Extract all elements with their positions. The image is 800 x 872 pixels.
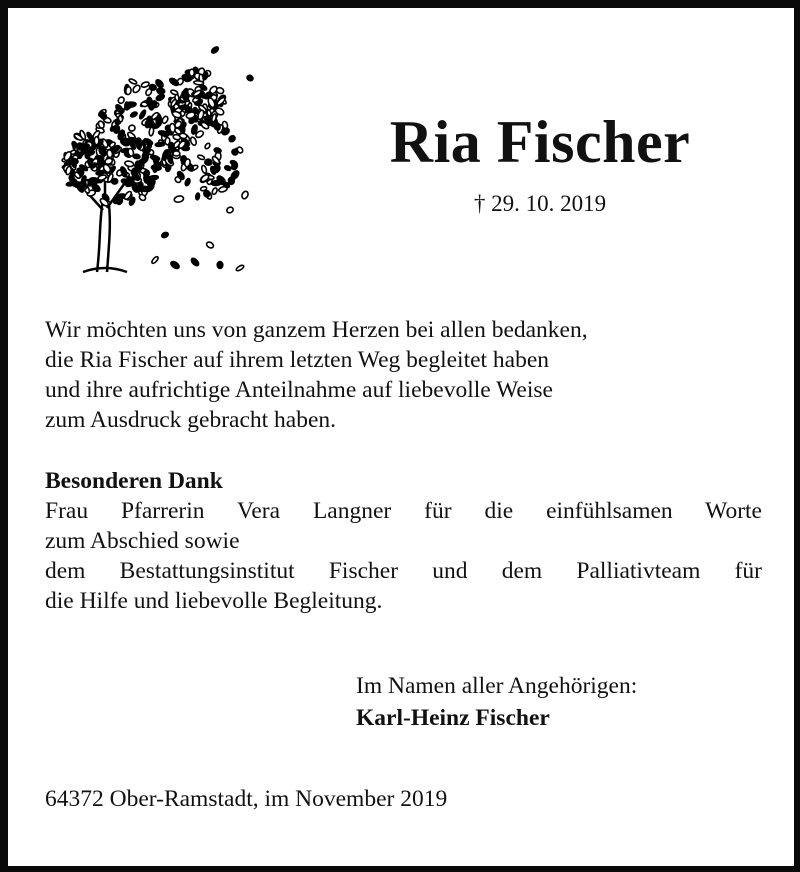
leaf-mark <box>94 137 99 145</box>
leaf-mark <box>226 206 234 214</box>
leaf-mark <box>130 111 138 118</box>
text-line: die Ria Fischer auf ihrem letzten Weg begleitet haben <box>45 347 550 373</box>
text-line: zum Ausdruck gebracht haben. <box>45 407 337 433</box>
leaf-mark <box>246 74 254 81</box>
leaf-mark <box>151 256 159 265</box>
leaf-mark <box>211 181 221 186</box>
leaf-mark <box>150 179 155 186</box>
leaf-mark <box>132 84 142 94</box>
leaf-mark <box>156 88 165 95</box>
leaf-mark <box>85 152 90 159</box>
leaf-mark <box>173 151 180 156</box>
text-line: und ihre aufrichtige Anteilnahme auf liebevolle Weise <box>45 377 553 403</box>
leaf-mark <box>179 133 187 140</box>
leaf-mark <box>235 264 244 272</box>
leaf-mark <box>141 102 148 107</box>
text-line: die Hilfe und liebevolle Begleitung. <box>45 588 383 614</box>
leaf-mark <box>127 137 137 142</box>
signature-intro: Im Namen aller Angehörigen: <box>356 673 638 699</box>
leaf-mark <box>118 115 123 122</box>
leaf-mark <box>161 232 169 239</box>
text-line: Frau Pfarrerin Vera Langner für die einfühlsamen Worte <box>45 498 762 524</box>
leaf-mark <box>179 105 188 110</box>
leaf-mark <box>201 165 207 174</box>
text-line: Wir möchten uns von ganzem Herzen bei allen bedanken, <box>45 317 588 343</box>
leaf-mark <box>230 170 240 181</box>
special-thanks-heading: Besonderen Dank <box>45 468 223 494</box>
leaf-mark <box>189 69 194 76</box>
leaf-mark <box>128 125 135 132</box>
signature-block <box>356 670 637 734</box>
text-line: zum Abschied sowie <box>45 528 240 554</box>
signature-name: Karl-Heinz Fischer <box>356 705 550 731</box>
leaf-mark <box>128 78 137 85</box>
leaf-mark <box>183 94 189 101</box>
leaf-mark <box>170 260 181 270</box>
leaf-mark <box>126 102 137 108</box>
leaf-mark <box>241 190 250 199</box>
thanks-paragraph <box>45 315 762 435</box>
leaf-mark <box>139 109 147 119</box>
leaf-mark <box>142 186 149 192</box>
leaf-mark <box>230 160 238 166</box>
tree-illustration-icon <box>45 40 265 280</box>
leaf-mark <box>125 87 131 95</box>
leaf-mark <box>217 262 223 269</box>
leaf-mark <box>200 186 207 191</box>
leaf-mark <box>190 136 198 146</box>
deceased-name: Ria Fischer <box>389 109 691 175</box>
leaf-mark <box>153 163 158 172</box>
leaf-mark <box>150 155 160 162</box>
death-date: † 29. 10. 2019 <box>473 191 607 216</box>
leaf-mark <box>190 257 200 267</box>
leaf-mark <box>211 46 220 54</box>
leaf-mark <box>184 178 191 186</box>
leaf-mark <box>156 118 162 125</box>
leaf-mark <box>214 147 222 153</box>
place-and-date: 64372 Ober-Ramstadt, im November 2019 <box>45 786 448 812</box>
leaf-mark <box>224 165 231 171</box>
leaf-mark <box>169 77 180 87</box>
leaf-mark <box>106 149 113 158</box>
leaf-mark <box>124 160 134 167</box>
leaf-mark <box>205 241 214 249</box>
leaf-mark <box>155 142 164 147</box>
leaf-mark <box>228 135 236 143</box>
leaf-mark <box>145 88 153 97</box>
special-thanks-section <box>45 466 762 616</box>
leaf-mark <box>195 193 200 200</box>
leaf-mark <box>117 96 125 104</box>
leaf-mark <box>204 142 211 149</box>
leaf-mark <box>174 195 185 203</box>
leaf-mark <box>211 187 218 195</box>
text-line: dem Bestattungsinstitut Fischer und dem Palliativteam für <box>45 558 762 584</box>
leaf-mark <box>141 81 150 88</box>
leaf-mark <box>161 115 169 124</box>
leaf-mark <box>149 127 154 136</box>
leaf-mark <box>197 154 205 160</box>
leaf-mark <box>213 122 221 131</box>
leaf-mark <box>205 159 213 165</box>
